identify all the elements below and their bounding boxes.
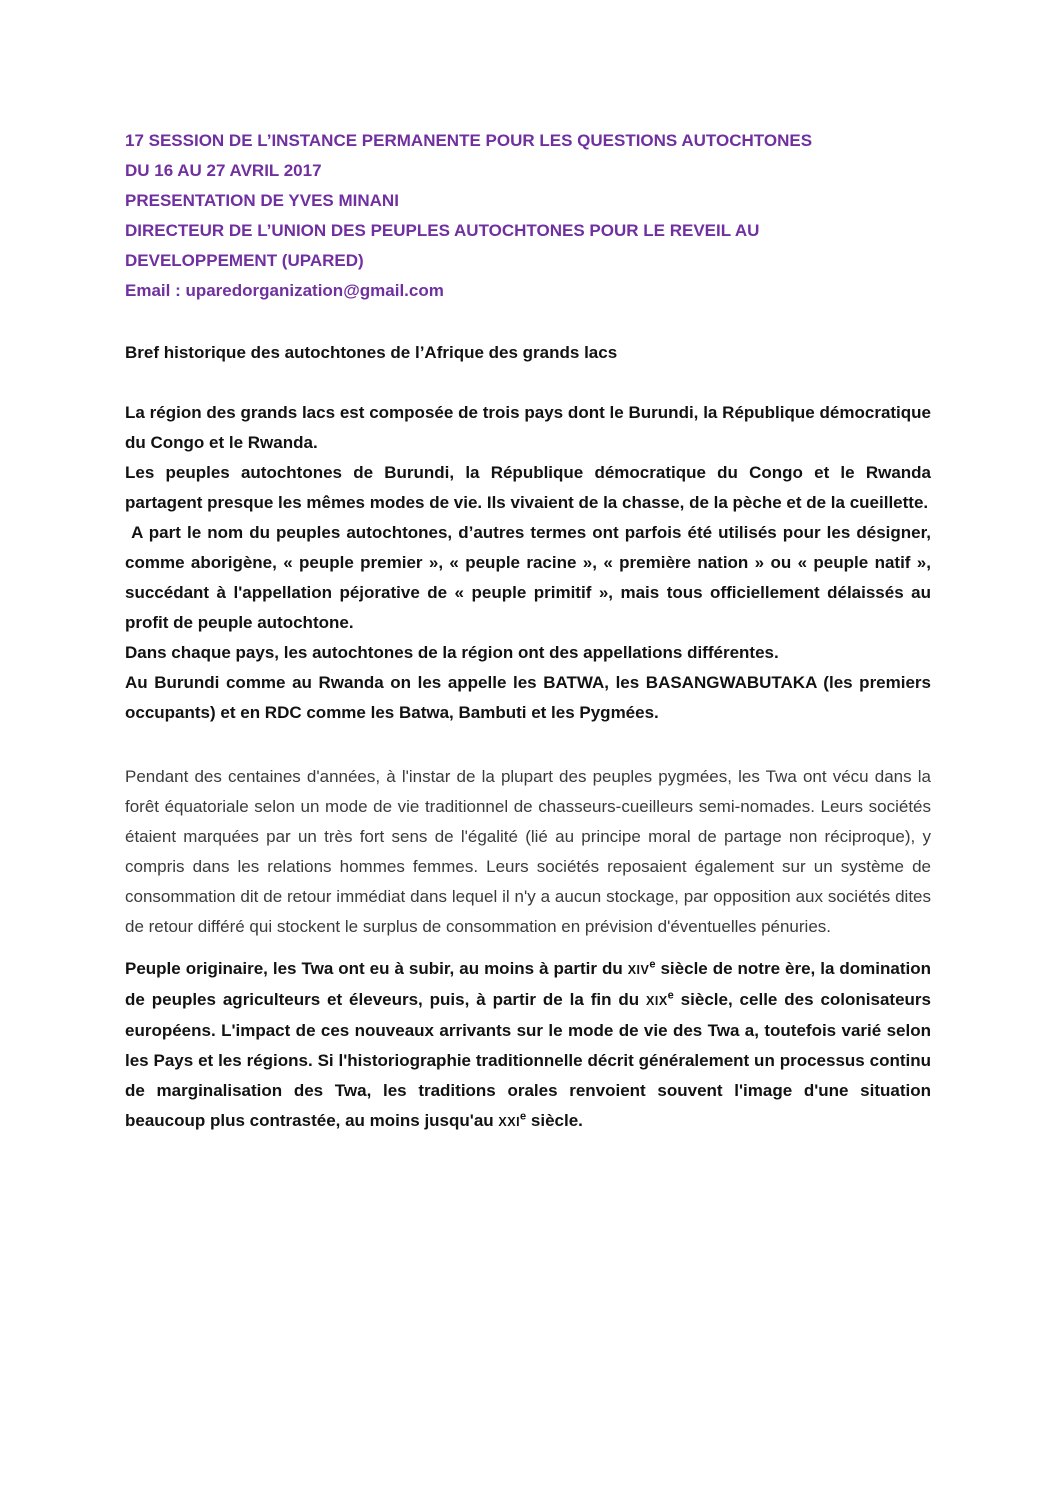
ordinal-superscript: e [649, 958, 656, 971]
presenter-title-line-1: DIRECTEUR DE L’UNION DES PEUPLES AUTOCHTONES POUR LE REVEIL AU [125, 221, 760, 240]
presenter-title-line-2: DEVELOPPEMENT (UPARED) [125, 251, 364, 270]
paragraph-modes-de-vie: Les peuples autochtones de Burundi, la République démocratique du Congo et le Rwanda partagent presque les mêmes modes de vie. Ils vivaient de la chasse, de la pèche et de la cueillette. [125, 463, 931, 512]
paragraph-mode-de-vie-traditionnel: Pendant des centaines d'années, à l'instar de la plupart des peuples pygmées, les Twa ont vécu dans la forêt équatoriale selon un mode de vie traditionnel de chasseurs-cueilleurs semi-nomades. Leurs sociétés étaient marquées par un très fort sens de l'égalité (lié au principe moral de partage non réciproque), y compris dans les relations hommes femmes. Leurs sociétés reposaient également sur un système de consommation dit de retour immédiat dans lequel il n'y a aucun stockage, par opposition aux sociétés dites de retour différé qui stockent le surplus de consommation en prévision d'éventuelles pénuries. [125, 767, 931, 936]
session-title-line: 17 SESSION DE L’INSTANCE PERMANENTE POUR LES QUESTIONS AUTOCHTONES [125, 131, 813, 150]
paragraph-batwa-basangwabutaka: Au Burundi comme au Rwanda on les appelle les BATWA, les BASANGWABUTAKA (les premiers occupants) et en RDC comme les Batwa, Bambuti et les Pygmées. [125, 673, 931, 722]
ordinal-superscript: e [520, 1110, 527, 1123]
ordinal-superscript: e [667, 989, 674, 1002]
paragraph-peuple-originaire: Peuple originaire, les Twa ont eu à subir, au moins à partir du XIVe siècle de notre ère, la domination de peuples agriculteurs et éleveurs, puis, à partir de la fin du XIXe siècle, celle des colonisateurs européens. L'impact de ces nouveaux arrivants sur le mode de vie des Twa a, toutefois varié selon les Pays et les régions. Si l'historiographie traditionnelle décrit généralement un processus continu de marginalisation des Twa, les traditions orales renvoient souvent l'image d'une situation beaucoup plus contrastée, au moins jusqu'au XXIe siècle. [125, 958, 931, 1130]
roman-numeral: XIX [646, 994, 668, 1008]
paragraph-autres-termes: A part le nom du peuples autochtones, d’autres termes ont parfois été utilisés pour les désigner, comme aborigène, « peuple premier », « peuple racine », « première nation » ou « peuple natif », succédant à l'appellation péjorative de « peuple primitif », mais tous officiellement délaissés au profit de peuple autochtone. [125, 523, 931, 632]
roman-numeral: XIV [627, 963, 650, 977]
presenter-line: PRESENTATION DE YVES MINANI [125, 191, 399, 210]
email-line: Email : uparedorganization@gmail.com [125, 281, 444, 300]
paragraph-region-grands-lacs: La région des grands lacs est composée de trois pays dont le Burundi, la République démocratique du Congo et le Rwanda. [125, 403, 931, 452]
roman-numeral: XXI [498, 1115, 521, 1129]
paragraph-appellations-differentes: Dans chaque pays, les autochtones de la région ont des appellations différentes. [125, 643, 779, 662]
session-dates-line: DU 16 AU 27 AVRIL 2017 [125, 161, 322, 180]
section-heading: Bref historique des autochtones de l’Afrique des grands lacs [125, 343, 618, 362]
document-header [125, 126, 931, 306]
document-body [125, 398, 931, 1137]
